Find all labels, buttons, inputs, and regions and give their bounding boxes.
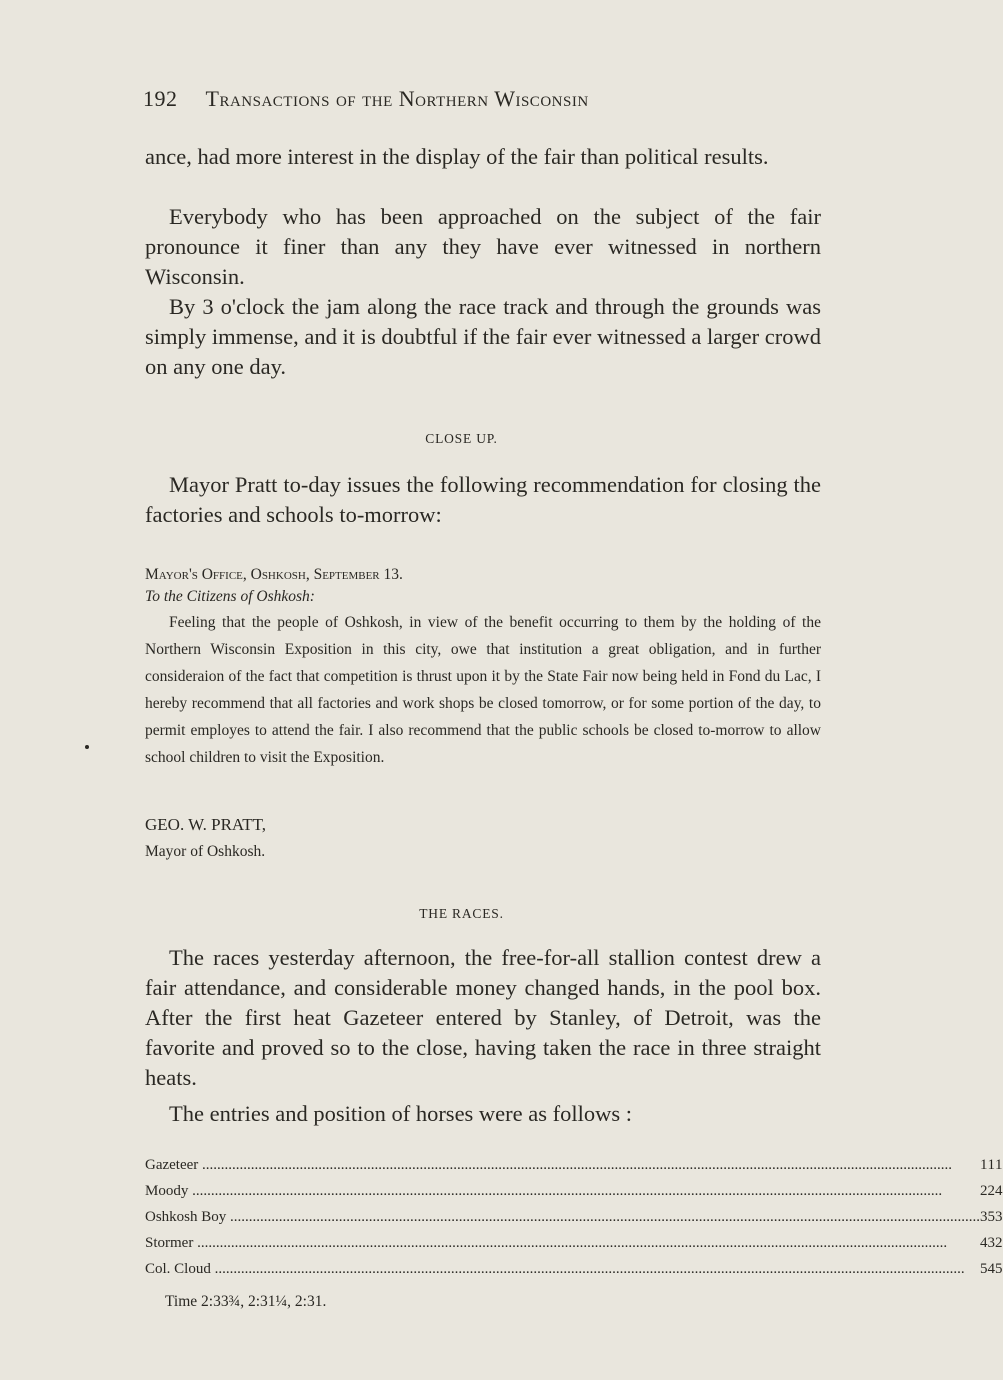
letter-salutation: To the Citizens of Oshkosh: (145, 588, 315, 605)
horse-name: Gazeteer ........................................................................................................................................................................................................ (145, 1156, 953, 1173)
paragraph-continuation: ance, had more interest in the display of the fair than political results. (145, 144, 769, 169)
signature-name: GEO. W. PRATT, (145, 815, 267, 834)
heat-position: 3 (995, 1208, 1003, 1225)
heat-position: 2 (995, 1234, 1003, 1251)
race-entries-table (145, 1152, 1003, 1282)
paragraph-crowd: By 3 o'clock the jam along the race track and through the grounds was simply immense, and it is doubtful if the fair ever witnessed a larger crowd on any one day. (145, 294, 821, 379)
paragraph-mayor-intro: Mayor Pratt to-day issues the following recommendation for closing the factories and schools to-morrow: (145, 472, 821, 527)
race-times: Time 2:33¾, 2:31¼, 2:31. (165, 1293, 327, 1310)
heat-position: 5 (980, 1260, 988, 1277)
table-row (145, 1152, 1003, 1178)
section-heading-close-up: CLOSE UP. (425, 431, 498, 446)
heat-position: 4 (995, 1182, 1003, 1199)
heat-position: 4 (987, 1260, 996, 1277)
horse-name: Col. Cloud ........................................................................................................................................................................................................ (145, 1260, 965, 1277)
heat-position: 3 (980, 1208, 988, 1225)
table-row (145, 1256, 1003, 1282)
table-row (145, 1230, 1003, 1256)
heat-position: 5 (987, 1208, 996, 1225)
paragraph-races: The races yesterday afternoon, the free-for-all stallion contest drew a fair attendance, and considerable money changed hands, in the pool box. After the first heat Gazeteer entered by Stanley, of Detroit, was the favorite and proved so to the close, having taken the race in three straight heats. (145, 945, 821, 1090)
page-number: 192 (143, 86, 178, 111)
heat-position: 2 (987, 1182, 996, 1199)
heat-position: 2 (980, 1182, 988, 1199)
heat-position: 1 (980, 1156, 988, 1173)
letter-dateline: Mayor's Office, Oshkosh, September 13. (145, 566, 403, 583)
heat-position: 1 (995, 1156, 1003, 1173)
table-row (145, 1204, 1003, 1230)
signature-title: Mayor of Oshkosh. (145, 843, 266, 860)
horse-name: Stormer ........................................................................................................................................................................................................ (145, 1234, 948, 1251)
heat-position: 4 (980, 1234, 988, 1251)
horse-name: Oshkosh Boy ........................................................................................................................................................................................................ (145, 1208, 981, 1225)
horse-name: Moody ........................................................................................................................................................................................................ (145, 1182, 943, 1199)
letter-body: Feeling that the people of Oshkosh, in view of the benefit occurring to them by the holding of the Northern Wisconsin Exposition in this city, owe that institution a great obligation, and in further consideraion of the fact that competition is thrust upon it by the State Fair now being held in Fond du Lac, I hereby recommend that all factories and work shops be closed tomorrow, or for some portion of the day, to permit employes to attend the fair. I also recommend that the public schools be closed to-morrow to allow school children to visit the Exposition. (145, 614, 821, 766)
paragraph-entries-intro: The entries and position of horses were as follows : (169, 1101, 633, 1126)
heat-position: 1 (987, 1156, 996, 1173)
running-title: Transactions of the Northern Wisconsin (205, 86, 589, 111)
heat-position: 3 (987, 1234, 996, 1251)
section-heading-races: THE RACES. (419, 906, 504, 921)
table-row (145, 1178, 1003, 1204)
margin-mark (85, 745, 89, 749)
running-header (143, 86, 823, 112)
paragraph-everybody: Everybody who has been approached on the subject of the fair pronounce it finer than any they have ever witnessed in northern Wisconsin. (145, 204, 821, 289)
heat-position: 5 (995, 1260, 1003, 1277)
